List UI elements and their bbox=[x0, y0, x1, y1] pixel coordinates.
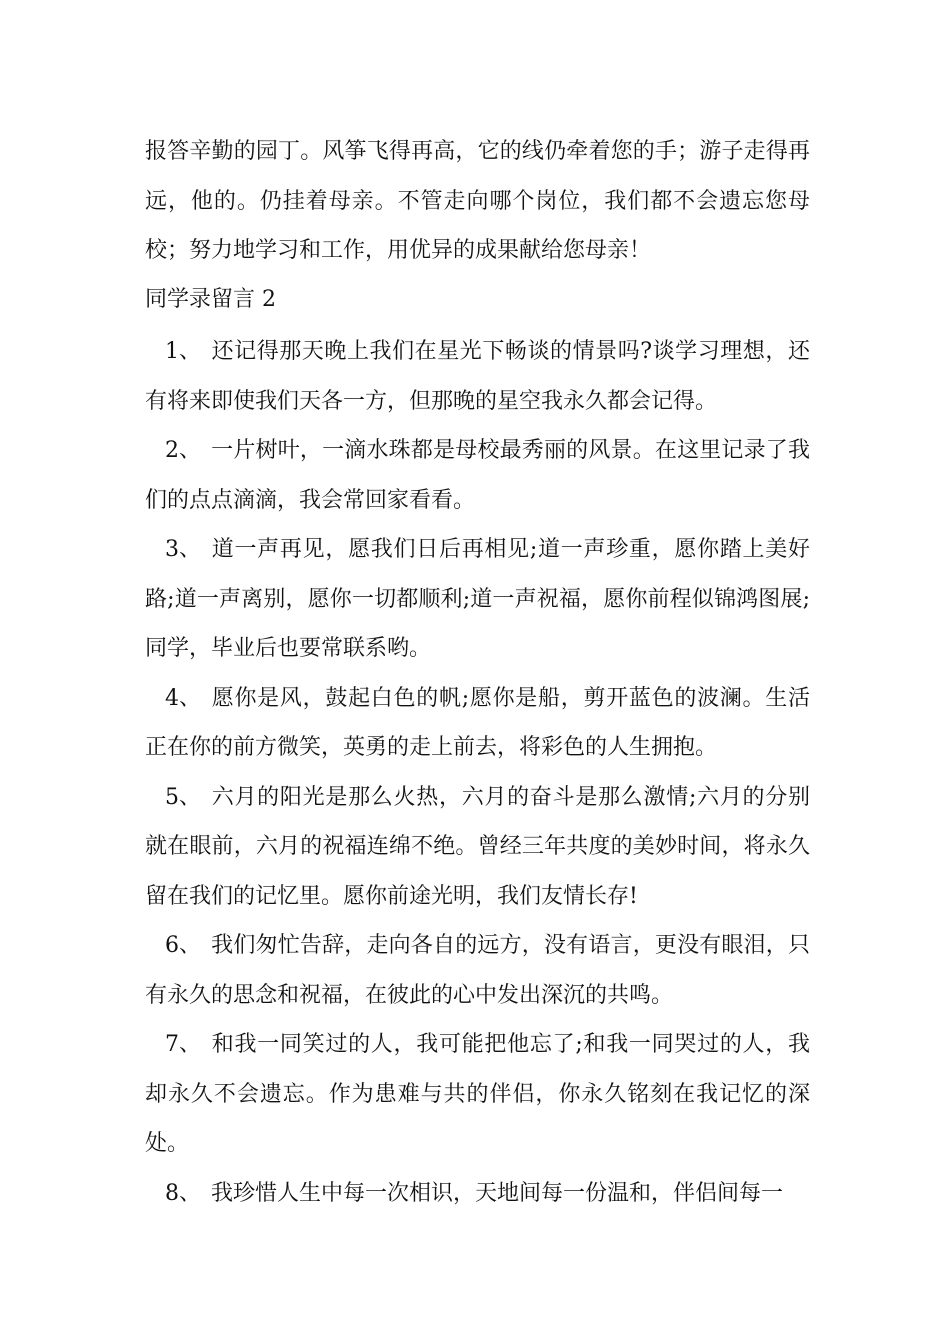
list-item bbox=[145, 674, 810, 773]
list-item bbox=[145, 773, 810, 922]
intro-paragraph: 报答辛勤的园丁。风筝飞得再高，它的线仍牵着您的手；游子走得再远，他的。仍挂着母亲。不管走向哪个岗位，我们都不会遗忘您母校；努力地学习和工作，用优异的成果献给您母亲！ bbox=[145, 139, 810, 263]
list-item bbox=[145, 525, 810, 674]
item-text: 六月的阳光是那么火热，六月的奋斗是那么激情;六月的分别就在眼前，六月的祝福连绵不绝。曾经三年共度的美妙时间，将永久留在我们的记忆里。愿你前途光明，我们友情长存! bbox=[145, 784, 810, 909]
list-item bbox=[145, 921, 810, 1020]
item-text: 愿你是风，鼓起白色的帆;愿你是船，剪开蓝色的波澜。生活正在你的前方微笑，英勇的走上前去，将彩色的人生拥抱。 bbox=[145, 685, 810, 760]
item-number: 1、 bbox=[165, 339, 201, 364]
list-item bbox=[145, 327, 810, 426]
item-text: 一片树叶，一滴水珠都是母校最秀丽的风景。在这里记录了我们的点点滴滴，我会常回家看看。 bbox=[145, 438, 810, 513]
list-item bbox=[145, 1169, 810, 1219]
message-list bbox=[145, 327, 810, 1218]
item-number: 8、 bbox=[165, 1180, 201, 1206]
item-number: 5、 bbox=[165, 784, 201, 810]
list-item bbox=[145, 426, 810, 525]
item-number: 7、 bbox=[165, 1032, 201, 1057]
item-number: 4、 bbox=[165, 685, 201, 711]
item-text: 我珍惜人生中每一次相识，天地间每一份温和，伴侣间每一 bbox=[211, 1180, 784, 1206]
item-number: 3、 bbox=[165, 537, 201, 562]
item-text: 还记得那天晚上我们在星光下畅谈的情景吗?谈学习理想，还有将来即使我们天各一方，但那晚的星空我永久都会记得。 bbox=[145, 339, 810, 414]
item-text: 我们匆忙告辞，走向各自的远方，没有语言，更没有眼泪，只有永久的思念和祝福，在彼此的心中发出深沉的共鸣。 bbox=[145, 933, 810, 1008]
list-item bbox=[145, 1020, 810, 1169]
item-text: 道一声再见，愿我们日后再相见;道一声珍重，愿你踏上美好路;道一声离别，愿你一切都顺利;道一声祝福，愿你前程似锦鸿图展;同学，毕业后也要常联系哟。 bbox=[145, 537, 810, 661]
item-number: 6、 bbox=[165, 933, 201, 958]
item-number: 2、 bbox=[165, 438, 201, 463]
item-text: 和我一同笑过的人，我可能把他忘了;和我一同哭过的人，我却永久不会遗忘。作为患难与共的伴侣，你永久铭刻在我记忆的深处。 bbox=[145, 1032, 810, 1156]
section-heading: 同学录留言 2 bbox=[145, 287, 276, 312]
